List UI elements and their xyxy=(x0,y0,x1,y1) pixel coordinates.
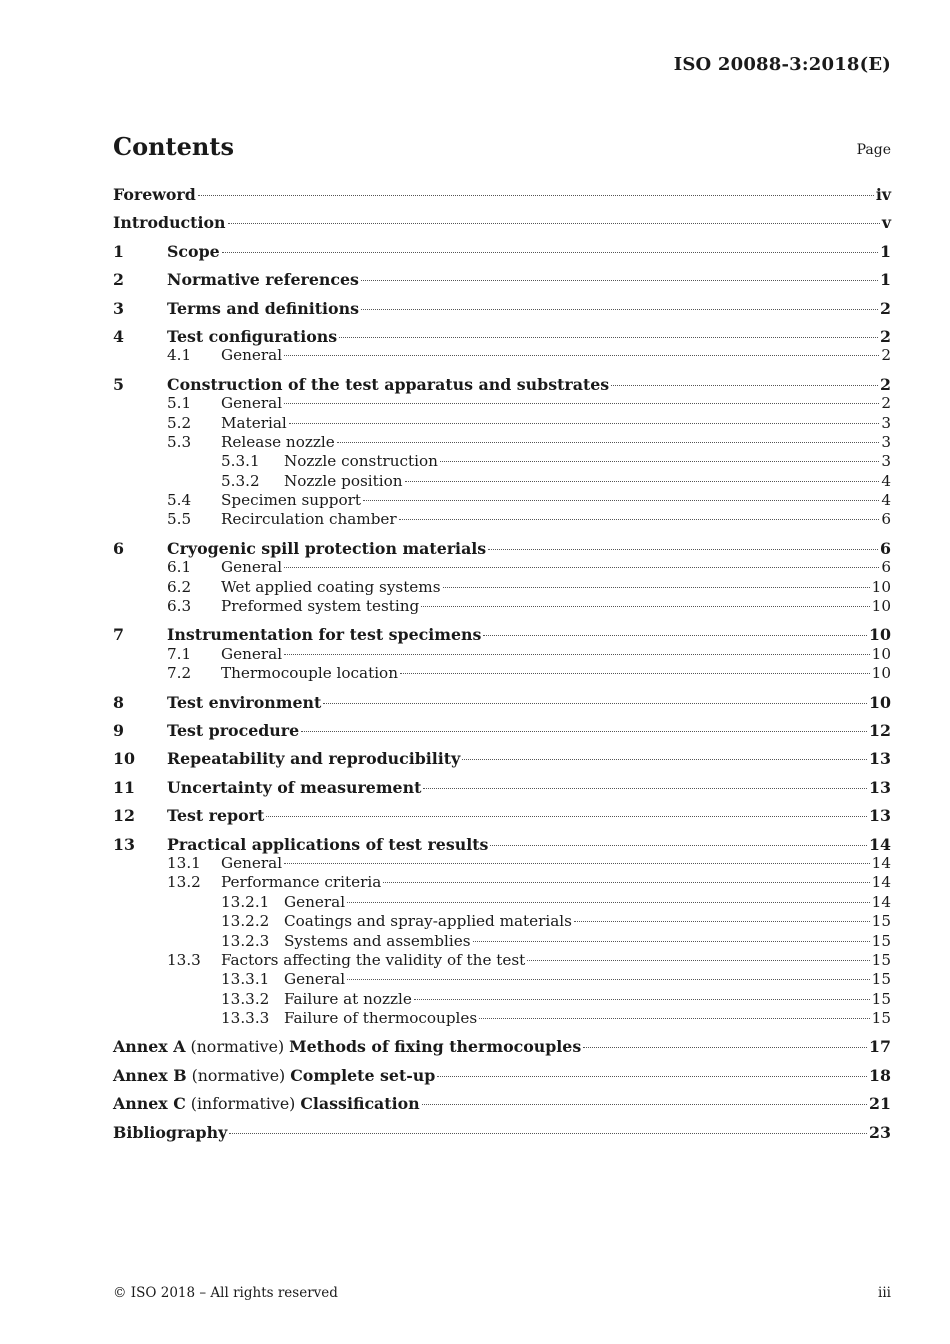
toc-entry-number: 13.3.3 xyxy=(221,1009,270,1028)
toc-entry[interactable] xyxy=(113,558,891,577)
toc-entry-title xyxy=(167,778,421,797)
toc-entry-number: 5 xyxy=(113,374,124,394)
toc-entry-title xyxy=(113,213,226,232)
toc-entry-number: 13.2.2 xyxy=(221,912,270,931)
toc-entry-title-text: General xyxy=(284,970,346,989)
toc-entry-page: 17 xyxy=(869,1037,891,1057)
annex-type: (normative) xyxy=(186,1065,291,1085)
toc-entry-title-text: Cryogenic spill protection materials xyxy=(167,538,487,558)
toc-entry-title xyxy=(284,912,572,931)
toc-entry-title xyxy=(221,664,398,683)
toc-entry[interactable] xyxy=(113,721,891,740)
dot-leader xyxy=(361,309,878,310)
toc-entry-page: 14 xyxy=(871,853,891,872)
toc-entry-page: 1 xyxy=(880,270,891,290)
toc-entry-number: 7.1 xyxy=(167,644,192,663)
toc-entry-title-text: Terms and definitions xyxy=(167,298,359,318)
dot-leader xyxy=(583,1047,867,1048)
dot-leader xyxy=(400,673,870,674)
dot-leader xyxy=(437,1076,867,1077)
toc-entry-page: 14 xyxy=(871,892,891,911)
toc-entry-page: 3 xyxy=(881,432,891,451)
toc-entry-title xyxy=(221,491,361,510)
toc-entry-title-text: Failure of thermocouples xyxy=(284,1009,478,1028)
toc-entry-title xyxy=(167,721,299,740)
toc-entry-title xyxy=(167,299,359,318)
dot-leader xyxy=(284,403,879,404)
toc-entry-page: 2 xyxy=(881,346,891,365)
toc-entry[interactable] xyxy=(113,578,891,597)
toc-entry-title xyxy=(221,951,525,970)
toc-entry-page: v xyxy=(881,213,891,233)
dot-leader xyxy=(347,979,870,980)
toc-entry-title xyxy=(284,893,345,912)
toc-entry[interactable] xyxy=(113,394,891,413)
toc-entry-title xyxy=(221,578,441,597)
toc-entry-title-text: Material xyxy=(221,413,287,432)
annex-type: (normative) xyxy=(185,1037,290,1057)
toc-entry[interactable] xyxy=(113,452,891,471)
toc-entry-title xyxy=(167,835,488,854)
toc-entry-page: 2 xyxy=(880,298,891,318)
toc-entry-number: 6.1 xyxy=(167,558,192,577)
toc-entry-title xyxy=(221,346,282,365)
toc-entry-title xyxy=(167,749,460,768)
toc-entry-title-text: Specimen support xyxy=(221,491,362,510)
toc-entry-title-text: Performance criteria xyxy=(221,873,382,892)
toc-entry-title xyxy=(221,394,282,413)
toc-entry[interactable] xyxy=(113,539,891,558)
dot-leader xyxy=(488,549,878,550)
toc-entry-page: 2 xyxy=(881,394,891,413)
dot-leader xyxy=(339,337,878,338)
table-of-contents xyxy=(113,185,891,1142)
toc-entry-title-text: Repeatability and reproducibility xyxy=(167,749,461,769)
toc-entry-title-text: Annex A xyxy=(113,1037,186,1057)
toc-entry[interactable] xyxy=(113,242,891,261)
dot-leader xyxy=(479,1018,869,1019)
toc-entry-number: 6.2 xyxy=(167,577,192,596)
toc-entry[interactable] xyxy=(113,185,891,204)
toc-entry-title xyxy=(113,1037,581,1056)
toc-entry-title-text: Release nozzle xyxy=(221,432,335,451)
toc-entry-page: 23 xyxy=(869,1122,891,1142)
toc-entry-number: 3 xyxy=(113,298,124,318)
toc-entry-title-text: Foreword xyxy=(113,185,196,204)
toc-entry-title-text: Normative references xyxy=(167,270,359,290)
toc-entry[interactable] xyxy=(113,664,891,683)
toc-entry-title-text: Annex B xyxy=(113,1065,187,1085)
dot-leader xyxy=(383,882,869,883)
toc-entry-title xyxy=(221,510,397,529)
toc-entry-title-text: General xyxy=(221,394,283,413)
toc-entry-title xyxy=(284,990,412,1009)
toc-entry-page: 4 xyxy=(881,471,891,490)
toc-entry-title-text: Scope xyxy=(167,241,220,261)
toc-entry[interactable] xyxy=(113,835,891,854)
toc-entry-page: 1 xyxy=(880,241,891,261)
dot-leader xyxy=(222,252,878,253)
dot-leader xyxy=(347,902,870,903)
toc-entry-title-text: Test report xyxy=(167,806,265,826)
dot-leader xyxy=(284,863,870,864)
toc-entry-title xyxy=(167,327,337,346)
toc-entry-number: 5.3.2 xyxy=(221,471,260,490)
toc-entry-title xyxy=(167,242,220,261)
toc-entry[interactable] xyxy=(113,597,891,616)
toc-entry-number: 5.2 xyxy=(167,413,192,432)
dot-leader xyxy=(405,481,880,482)
toc-entry-title xyxy=(167,270,359,289)
toc-entry[interactable] xyxy=(113,873,891,892)
toc-entry[interactable] xyxy=(113,1094,891,1113)
toc-entry-title xyxy=(221,597,419,616)
dot-leader xyxy=(228,223,880,224)
toc-entry-number: 9 xyxy=(113,720,124,740)
toc-entry-number: 12 xyxy=(113,806,135,826)
toc-entry-page: 14 xyxy=(869,834,891,854)
toc-entry-page: 6 xyxy=(881,558,891,577)
toc-entry-title-text: Introduction xyxy=(113,213,226,233)
dot-leader xyxy=(473,941,870,942)
toc-entry[interactable] xyxy=(113,433,891,452)
toc-entry-number: 5.3 xyxy=(167,432,192,451)
page-number: iii xyxy=(878,1285,891,1301)
toc-entry-title-text: Test configurations xyxy=(167,326,338,346)
toc-entry-title-text: Test procedure xyxy=(167,720,300,740)
toc-entry-title-text: Nozzle position xyxy=(284,471,403,490)
toc-entry[interactable] xyxy=(113,1009,891,1028)
toc-entry[interactable] xyxy=(113,375,891,394)
dot-leader xyxy=(266,816,867,817)
toc-entry-number: 13.1 xyxy=(167,853,201,872)
toc-entry-page: 15 xyxy=(871,931,891,950)
toc-entry-title xyxy=(221,433,335,452)
toc-entry-page: 15 xyxy=(871,970,891,989)
toc-entry-page: iv xyxy=(875,185,891,204)
toc-entry[interactable] xyxy=(113,893,891,912)
toc-entry-title xyxy=(221,558,282,577)
toc-entry[interactable] xyxy=(113,932,891,951)
annex-type: (informative) xyxy=(185,1094,301,1114)
toc-entry-title xyxy=(113,1066,435,1085)
toc-entry-number: 10 xyxy=(113,749,135,769)
toc-entry-title-text: Preformed system testing xyxy=(221,597,420,616)
toc-entry-title xyxy=(113,1123,227,1142)
toc-entry-title-text: Recirculation chamber xyxy=(221,510,397,529)
toc-entry-page: 3 xyxy=(881,413,891,432)
toc-entry[interactable] xyxy=(113,1123,891,1142)
annex-title: Methods of fixing thermocouples xyxy=(289,1037,582,1057)
toc-entry-title-text: Coatings and spray-applied materials xyxy=(284,912,572,931)
dot-leader xyxy=(422,1104,867,1105)
toc-entry[interactable] xyxy=(113,625,891,644)
toc-entry-title xyxy=(221,645,282,664)
toc-entry-page: 10 xyxy=(869,625,891,645)
dot-leader xyxy=(423,788,867,789)
toc-entry-page: 15 xyxy=(871,989,891,1008)
toc-entry-number: 13.2 xyxy=(167,873,201,892)
toc-entry-number: 13.3.2 xyxy=(221,989,270,1008)
dot-leader xyxy=(284,355,879,356)
toc-entry[interactable] xyxy=(113,806,891,825)
toc-entry-page: 2 xyxy=(880,326,891,346)
toc-entry-number: 11 xyxy=(113,777,135,797)
toc-entry[interactable] xyxy=(113,299,891,318)
toc-entry[interactable] xyxy=(113,693,891,712)
toc-entry[interactable] xyxy=(113,270,891,289)
toc-entry[interactable] xyxy=(113,213,891,232)
dot-leader xyxy=(440,461,879,462)
toc-entry-number: 7 xyxy=(113,625,124,645)
toc-entry-number: 13 xyxy=(113,834,135,854)
toc-entry-number: 5.3.1 xyxy=(221,452,260,471)
toc-entry-page: 14 xyxy=(871,873,891,892)
toc-entry-title-text: Failure at nozzle xyxy=(284,989,412,1008)
toc-entry[interactable] xyxy=(113,1066,891,1085)
toc-entry-title-text: Uncertainty of measurement xyxy=(167,777,422,797)
toc-entry[interactable] xyxy=(113,970,891,989)
toc-entry[interactable] xyxy=(113,912,891,931)
dot-leader xyxy=(399,519,880,520)
toc-entry-page: 15 xyxy=(871,950,891,969)
toc-entry-page: 13 xyxy=(869,777,891,797)
toc-entry-title-text: Thermocouple location xyxy=(221,664,398,683)
toc-entry-number: 13.3 xyxy=(167,950,201,969)
toc-entry[interactable] xyxy=(113,346,891,365)
toc-entry-page: 10 xyxy=(869,692,891,712)
toc-entry-title xyxy=(167,539,486,558)
toc-entry-number: 2 xyxy=(113,270,124,290)
toc-entry-title xyxy=(221,854,282,873)
toc-entry-title-text: Practical applications of test results xyxy=(167,834,489,854)
toc-entry-title-text: Factors affecting the validity of the test xyxy=(221,950,526,969)
dot-leader xyxy=(421,606,869,607)
toc-entry-title xyxy=(167,375,609,394)
dot-leader xyxy=(443,587,870,588)
dot-leader xyxy=(284,567,879,568)
dot-leader xyxy=(337,442,880,443)
toc-entry-title xyxy=(284,452,438,471)
toc-entry-page: 15 xyxy=(871,912,891,931)
toc-entry[interactable] xyxy=(113,990,891,1009)
toc-entry-title xyxy=(284,472,403,491)
toc-entry-page: 2 xyxy=(880,374,891,394)
dot-leader xyxy=(490,845,867,846)
toc-entry[interactable] xyxy=(113,491,891,510)
toc-entry-title-text: Wet applied coating systems xyxy=(221,577,441,596)
dot-leader xyxy=(527,960,869,961)
annex-title: Complete set-up xyxy=(290,1065,436,1085)
toc-entry-number: 8 xyxy=(113,692,124,712)
toc-entry[interactable] xyxy=(113,510,891,529)
toc-entry-title-text: General xyxy=(221,644,283,663)
toc-entry-page: 4 xyxy=(881,491,891,510)
toc-entry-title-text: Annex C xyxy=(113,1094,186,1114)
toc-entry-number: 13.3.1 xyxy=(221,970,270,989)
toc-entry[interactable] xyxy=(113,645,891,664)
toc-entry[interactable] xyxy=(113,951,891,970)
toc-entry-number: 6 xyxy=(113,538,124,558)
toc-entry-page: 13 xyxy=(869,749,891,769)
toc-entry-number: 7.2 xyxy=(167,664,192,683)
toc-entry[interactable] xyxy=(113,854,891,873)
toc-entry-title-text: General xyxy=(284,892,346,911)
page-column-label: Page xyxy=(856,142,891,158)
toc-entry-number: 5.4 xyxy=(167,491,192,510)
toc-entry[interactable] xyxy=(113,749,891,768)
toc-entry-title-text: General xyxy=(221,346,283,365)
toc-entry-page: 12 xyxy=(869,720,891,740)
toc-entry-page: 10 xyxy=(871,664,891,683)
toc-entry-number: 5.5 xyxy=(167,510,192,529)
toc-entry-title-text: Nozzle construction xyxy=(284,452,438,471)
dot-leader xyxy=(483,635,867,636)
dot-leader xyxy=(363,500,879,501)
toc-entry-number: 13.2.3 xyxy=(221,931,270,950)
dot-leader xyxy=(289,423,880,424)
dot-leader xyxy=(284,654,870,655)
dot-leader xyxy=(611,385,878,386)
dot-leader xyxy=(229,1133,867,1134)
toc-entry-title-text: General xyxy=(221,558,283,577)
toc-entry-page: 18 xyxy=(869,1065,891,1085)
toc-entry-page: 3 xyxy=(881,452,891,471)
toc-entry-number: 4 xyxy=(113,326,124,346)
toc-entry-number: 1 xyxy=(113,241,124,261)
dot-leader xyxy=(361,280,878,281)
dot-leader xyxy=(574,921,870,922)
toc-entry-title-text: Construction of the test apparatus and substrates xyxy=(167,374,610,394)
dot-leader xyxy=(301,731,867,732)
page-title: Contents xyxy=(113,132,234,161)
toc-entry[interactable] xyxy=(113,472,891,491)
toc-entry-page: 6 xyxy=(880,538,891,558)
toc-entry-title xyxy=(284,1009,477,1028)
toc-entry-title-text: Systems and assemblies xyxy=(284,931,471,950)
toc-entry-title xyxy=(221,414,287,433)
copyright-notice: © ISO 2018 – All rights reserved xyxy=(113,1285,338,1301)
toc-entry-title xyxy=(113,1094,420,1113)
annex-title: Classification xyxy=(300,1094,420,1114)
toc-entry-title xyxy=(221,873,381,892)
toc-entry-page: 15 xyxy=(871,1009,891,1028)
toc-entry-page: 10 xyxy=(871,577,891,596)
dot-leader xyxy=(462,759,867,760)
toc-entry-page: 6 xyxy=(881,510,891,529)
toc-entry-page: 21 xyxy=(869,1094,891,1114)
toc-entry-page: 10 xyxy=(871,644,891,663)
toc-entry-title-text: General xyxy=(221,853,283,872)
toc-entry-title-text: Bibliography xyxy=(113,1122,228,1142)
toc-entry-title xyxy=(167,625,481,644)
toc-entry-number: 13.2.1 xyxy=(221,892,270,911)
toc-entry-title xyxy=(284,932,471,951)
dot-leader xyxy=(198,195,874,196)
document-id: ISO 20088-3:2018(E) xyxy=(673,54,891,75)
toc-entry-title-text: Instrumentation for test specimens xyxy=(167,625,482,645)
toc-entry-title-text: Test environment xyxy=(167,692,322,712)
toc-entry[interactable] xyxy=(113,1037,891,1056)
toc-entry-page: 10 xyxy=(871,597,891,616)
toc-entry-number: 4.1 xyxy=(167,346,192,365)
toc-entry-title xyxy=(113,185,196,204)
dot-leader xyxy=(414,999,870,1000)
toc-entry-title xyxy=(167,693,321,712)
toc-entry-number: 5.1 xyxy=(167,394,192,413)
toc-entry[interactable] xyxy=(113,778,891,797)
toc-entry-page: 13 xyxy=(869,806,891,826)
toc-entry-number: 6.3 xyxy=(167,597,192,616)
toc-entry[interactable] xyxy=(113,414,891,433)
toc-entry[interactable] xyxy=(113,327,891,346)
dot-leader xyxy=(323,703,867,704)
toc-entry-title xyxy=(284,970,345,989)
toc-entry-title xyxy=(167,806,264,825)
